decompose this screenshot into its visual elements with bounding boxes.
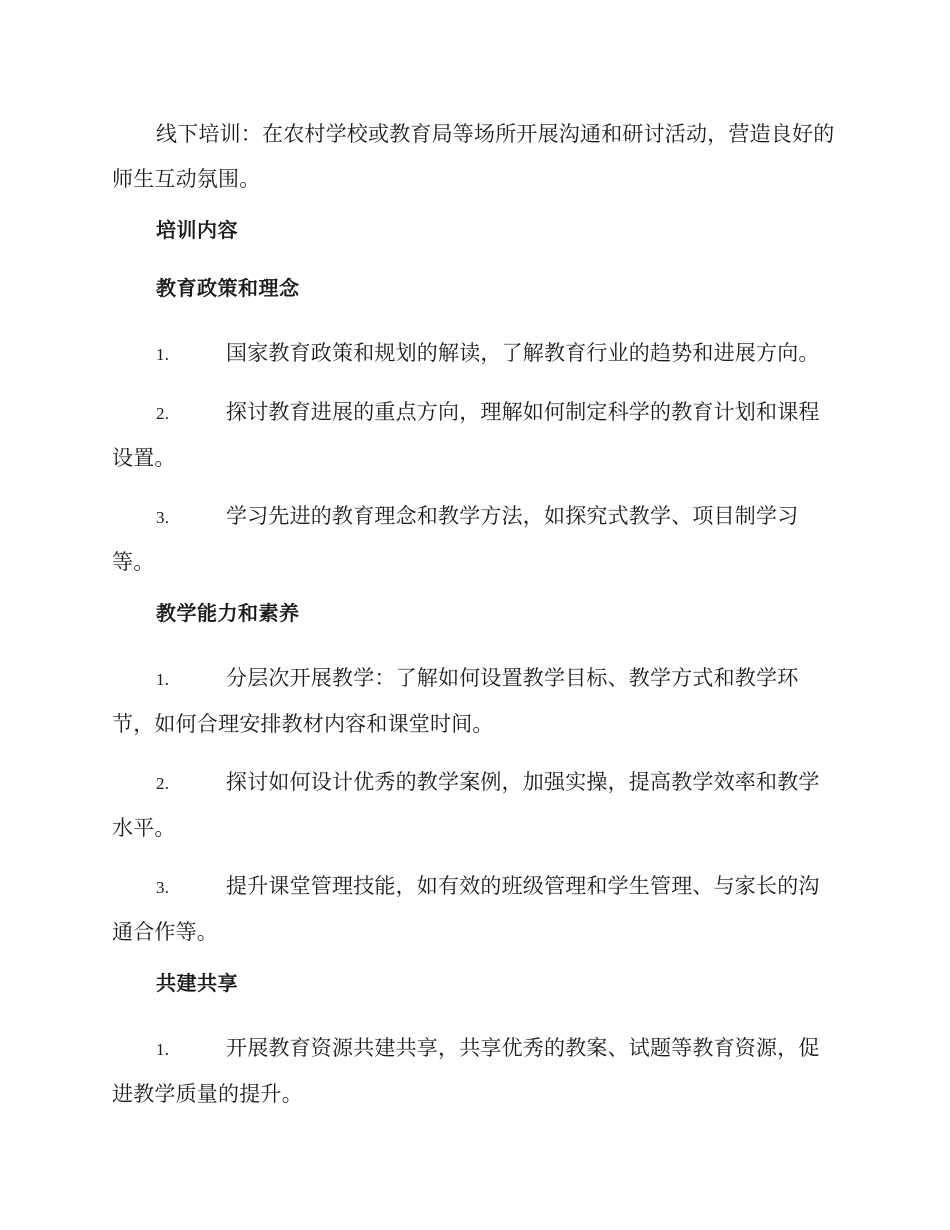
list-number: 3. (156, 878, 170, 897)
list-item (112, 331, 837, 377)
list-number: 1. (156, 345, 170, 364)
list-item-text: 学习先进的教育理念和教学方法，如探究式教学、项目制学习等。 (112, 504, 799, 574)
list-item (112, 864, 837, 955)
list-item-text: 提升课堂管理技能，如有效的班级管理和学生管理、与家长的沟通合作等。 (112, 874, 820, 944)
list-number: 3. (156, 508, 170, 527)
list-number: 2. (156, 404, 170, 423)
list-item-text: 开展教育资源共建共享，共享优秀的教案、试题等教育资源，促进教学质量的提升。 (112, 1036, 820, 1106)
intro-paragraph: 线下培训：在农村学校或教育局等场所开展沟通和研讨活动，营造良好的师生互动氛围。 (112, 122, 835, 191)
document-page (112, 112, 837, 1130)
list-item (112, 760, 837, 851)
list-item (112, 494, 837, 585)
list-item (112, 390, 837, 481)
section-heading-policy: 教育政策和理念 (156, 276, 300, 300)
list-number: 1. (156, 670, 170, 689)
section-heading-sharing: 共建共享 (156, 971, 238, 995)
section-title: 培训内容 (156, 218, 238, 242)
list-number: 2. (156, 774, 170, 793)
list-item-text: 分层次开展教学：了解如何设置教学目标、教学方式和教学环节，如何合理安排教材内容和课堂时间。 (112, 666, 799, 736)
list-item (112, 1026, 837, 1117)
list-item-text: 探讨教育进展的重点方向，理解如何制定科学的教育计划和课程设置。 (112, 400, 820, 470)
list-item-text: 探讨如何设计优秀的教学案例，加强实操，提高教学效率和教学水平。 (112, 770, 820, 840)
list-item-text: 国家教育政策和规划的解读，了解教育行业的趋势和进展方向。 (226, 341, 820, 365)
list-item (112, 656, 837, 747)
list-number: 1. (156, 1040, 170, 1059)
section-heading-teaching: 教学能力和素养 (156, 601, 300, 625)
